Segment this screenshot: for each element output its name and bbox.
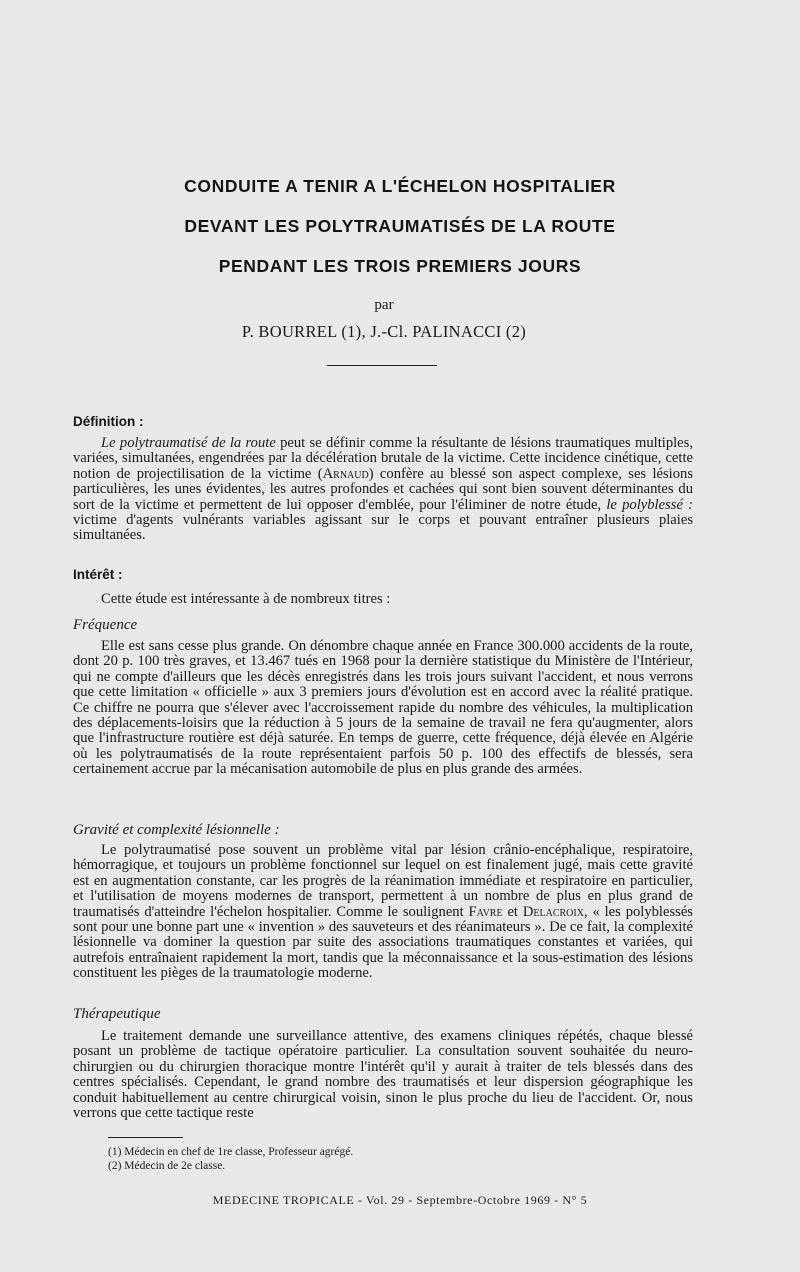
gravite-et: et [502, 903, 523, 920]
title-line-1: CONDUITE A TENIR A L'ÉCHELON HOSPITALIER [184, 176, 616, 196]
definition-text-c: victime d'agents vulnérants variables agissant sur le corps et pouvant entraîner plusieurs plaies simultanées. [73, 512, 693, 544]
footnote-1: (1) Médecin en chef de 1re classe, Professeur agrégé. [108, 1146, 354, 1158]
author-ref-favre: Favre [468, 903, 503, 920]
definition-text-b: ) confère au blessé son aspect complexe, ses lésions particulières, les unes évidentes, les autres profondes et cachées qui sont bien souvent déterminantes du sort de la victime et permettent de lui opposer d'emblée, pour l'éliminer de notre étude, [73, 465, 693, 513]
definition-paragraph [73, 436, 693, 544]
interet-intro: Cette étude est intéressante à de nombreux titres : [101, 591, 391, 607]
polyblesse-term: le polyblessé : [606, 496, 693, 513]
title-line-3: PENDANT LES TROIS PREMIERS JOURS [218, 256, 582, 276]
therapeutique-heading: Thérapeutique [73, 1006, 161, 1022]
gravite-text-a: Le polytraumatisé pose souvent un problème vital par lésion crânio-encéphalique, respiratoire, hémorragique, et toujours un problème fonctionnel sur lequel on est finalement jugé, mais cette gravité est en augmentation constante, car les progrès de la réanimation immédiate et respiratoire en particulier, et l'utilisation de moyens modernes de transport, permettent à un nombre de plus en plus grand de traumatisés d'atteindre l'échelon hospitalier. Comme le soulignent [73, 842, 693, 920]
gravite-paragraph [73, 843, 693, 982]
frequence-paragraph: Elle est sans cesse plus grande. On dénombre chaque année en France 300.000 accidents de la route, dont 20 p. 100 très graves, et 13.467 tués en 1968 pour la dernière statistique du Ministère de l'Intérieur, qui ne compte d'ailleurs que les décès enregistrés dans les trois jours suivant l'accident, et nous verrons que cette limitation « officielle » aux 3 premiers jours d'évolution est en accord avec la réalité pratique. Ce chiffre ne pourra que s'élever avec l'accroissement rapide du nombre des véhicules, la multiplication des déplacements-loisirs que la réduction à 5 jours de la semaine de travail ne fera qu'augmenter, alors que l'infrastructure routière est déjà saturée. En temps de guerre, cette fréquence, déjà élevée en Algérie où les polytraumatisés de la route représentaient parfois 50 p. 100 des effectifs de blessés, sera certainement accrue par la mécanisation automobile de plus en plus grande des armées. [73, 638, 693, 778]
footnote-separator [108, 1137, 183, 1138]
authors: P. BOURREL (1), J.-Cl. PALINACCI (2) [241, 322, 527, 341]
title-line-2: DEVANT LES POLYTRAUMATISÉS DE LA ROUTE [184, 216, 616, 236]
frequence-heading: Fréquence [73, 617, 138, 633]
gravite-text-b: , « les polyblessés sont pour une bonne part une « invention » des sauveteurs et des réanimateurs ». De ce fait, la complexité lésionnelle va dominer la question par suite des associations traumatiques constantes et variées, qui autrefois entraînaient rapidement la mort, tandis que la méconnaissance et la sous-estimation des lésions constituent les pièges de la traumatologie moderne. [73, 903, 693, 982]
gravite-heading: Gravité et complexité lésionnelle : [73, 822, 280, 838]
author-ref-arnaud: Arnaud [322, 465, 369, 482]
interet-heading: Intérêt : [73, 567, 123, 582]
therapeutique-paragraph: Le traitement demande une surveillance attentive, des examens cliniques répétés, chaque blessé posant un problème de tactique opératoire particulier. La consultation souvent souhaitée du neuro-chirurgien ou du chirurgien thoracique montre l'intérêt qu'il y aurait à traiter de tels blessés dans des centres spécialisés. Cependant, le grand nombre des traumatisés et leur dispersion géographique les conduit habituellement au centre chirurgical voisin, sinon le plus proche du lieu de l'accident. Or, nous verrons que cette tactique reste [73, 1028, 693, 1122]
title-separator [327, 365, 437, 366]
polytraumatise-term: Le polytraumatisé de la route [101, 435, 276, 451]
definition-heading: Définition : [73, 414, 144, 429]
footnote-2: (2) Médecin de 2e classe. [108, 1160, 226, 1172]
definition-text-a: peut se définir comme la résultante de lésions traumatiques multiples, variées, simultanées, engendrées par la décélération brutale de la victime. Cette incidence cinétique, cette notion de projectilisation de la victime ( [73, 435, 693, 482]
byline-par: par [374, 297, 394, 313]
author-ref-delacroix: Delacroix [522, 903, 584, 920]
journal-footer: MEDECINE TROPICALE - Vol. 29 - Septembre-Octobre 1969 - N° 5 [212, 1193, 588, 1207]
